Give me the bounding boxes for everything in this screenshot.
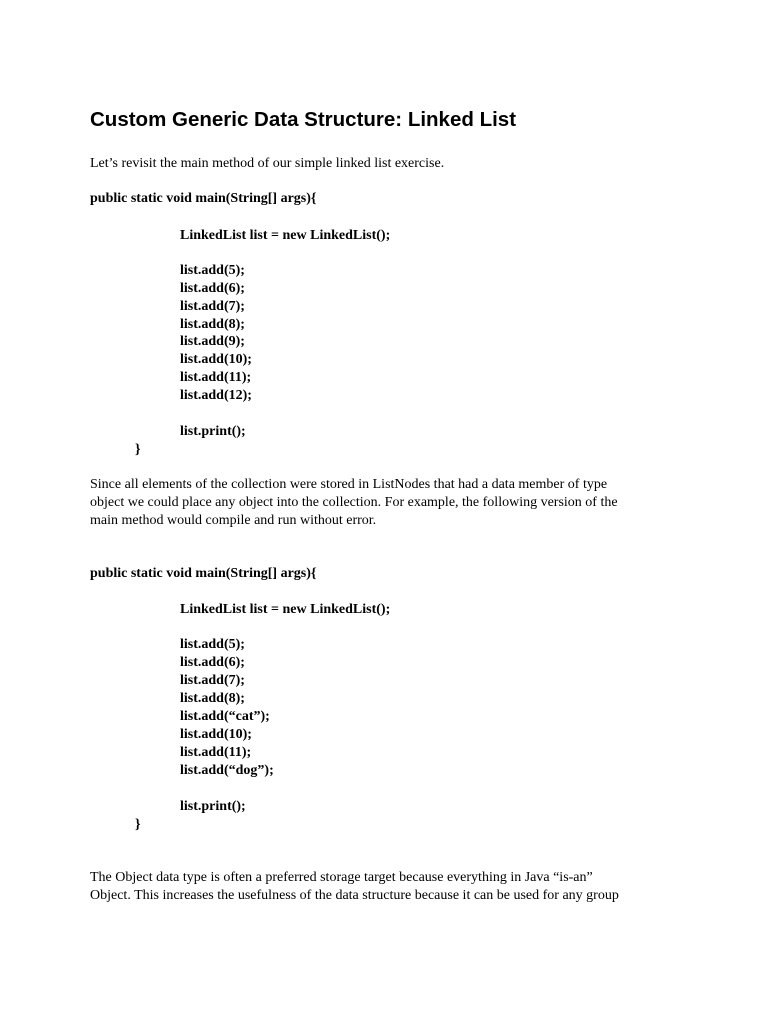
page-title: Custom Generic Data Structure: Linked List (90, 108, 517, 131)
code-line: list.add(6); (180, 281, 245, 296)
code-declaration: LinkedList list = new LinkedList(); (180, 228, 391, 243)
code-close-brace: } (135, 817, 141, 832)
code-line: list.add(“cat”); (180, 709, 270, 724)
code-line: list.add(5); (180, 263, 245, 278)
code-print: list.print(); (180, 799, 246, 814)
code-line: list.add(7); (180, 673, 245, 688)
code-print: list.print(); (180, 424, 246, 439)
final-paragraph (90, 869, 690, 905)
paragraph-line: The Object data type is often a preferred storage target because everything in Java “is-an” (90, 870, 593, 885)
code-line: list.add(10); (180, 352, 252, 367)
code-declaration: LinkedList list = new LinkedList(); (180, 602, 391, 617)
code-signature: public static void main(String[] args){ (90, 191, 317, 206)
code-line: list.add(8); (180, 691, 245, 706)
code-line: list.add(5); (180, 637, 245, 652)
paragraph-line: object we could place any object into the collection. For example, the following version of the (90, 495, 618, 510)
code-line: list.add(11); (180, 745, 252, 760)
code-line: list.add(7); (180, 299, 245, 314)
paragraph-line: Object. This increases the usefulness of the data structure because it can be used for any group (90, 888, 619, 903)
code-close-brace: } (135, 442, 141, 457)
code-line: list.add(“dog”); (180, 763, 274, 778)
paragraph-line: main method would compile and run without error. (90, 513, 377, 528)
code-line: list.add(9); (180, 334, 245, 349)
code-signature: public static void main(String[] args){ (90, 566, 317, 581)
code-line: list.add(8); (180, 317, 245, 332)
code-line: list.add(6); (180, 655, 245, 670)
paragraph-line: Since all elements of the collection were stored in ListNodes that had a data member of type (90, 477, 608, 492)
intro-paragraph: Let’s revisit the main method of our simple linked list exercise. (90, 156, 445, 171)
middle-paragraph (90, 476, 690, 530)
code-line: list.add(11); (180, 370, 252, 385)
code-line: list.add(12); (180, 388, 252, 403)
code-line: list.add(10); (180, 727, 252, 742)
